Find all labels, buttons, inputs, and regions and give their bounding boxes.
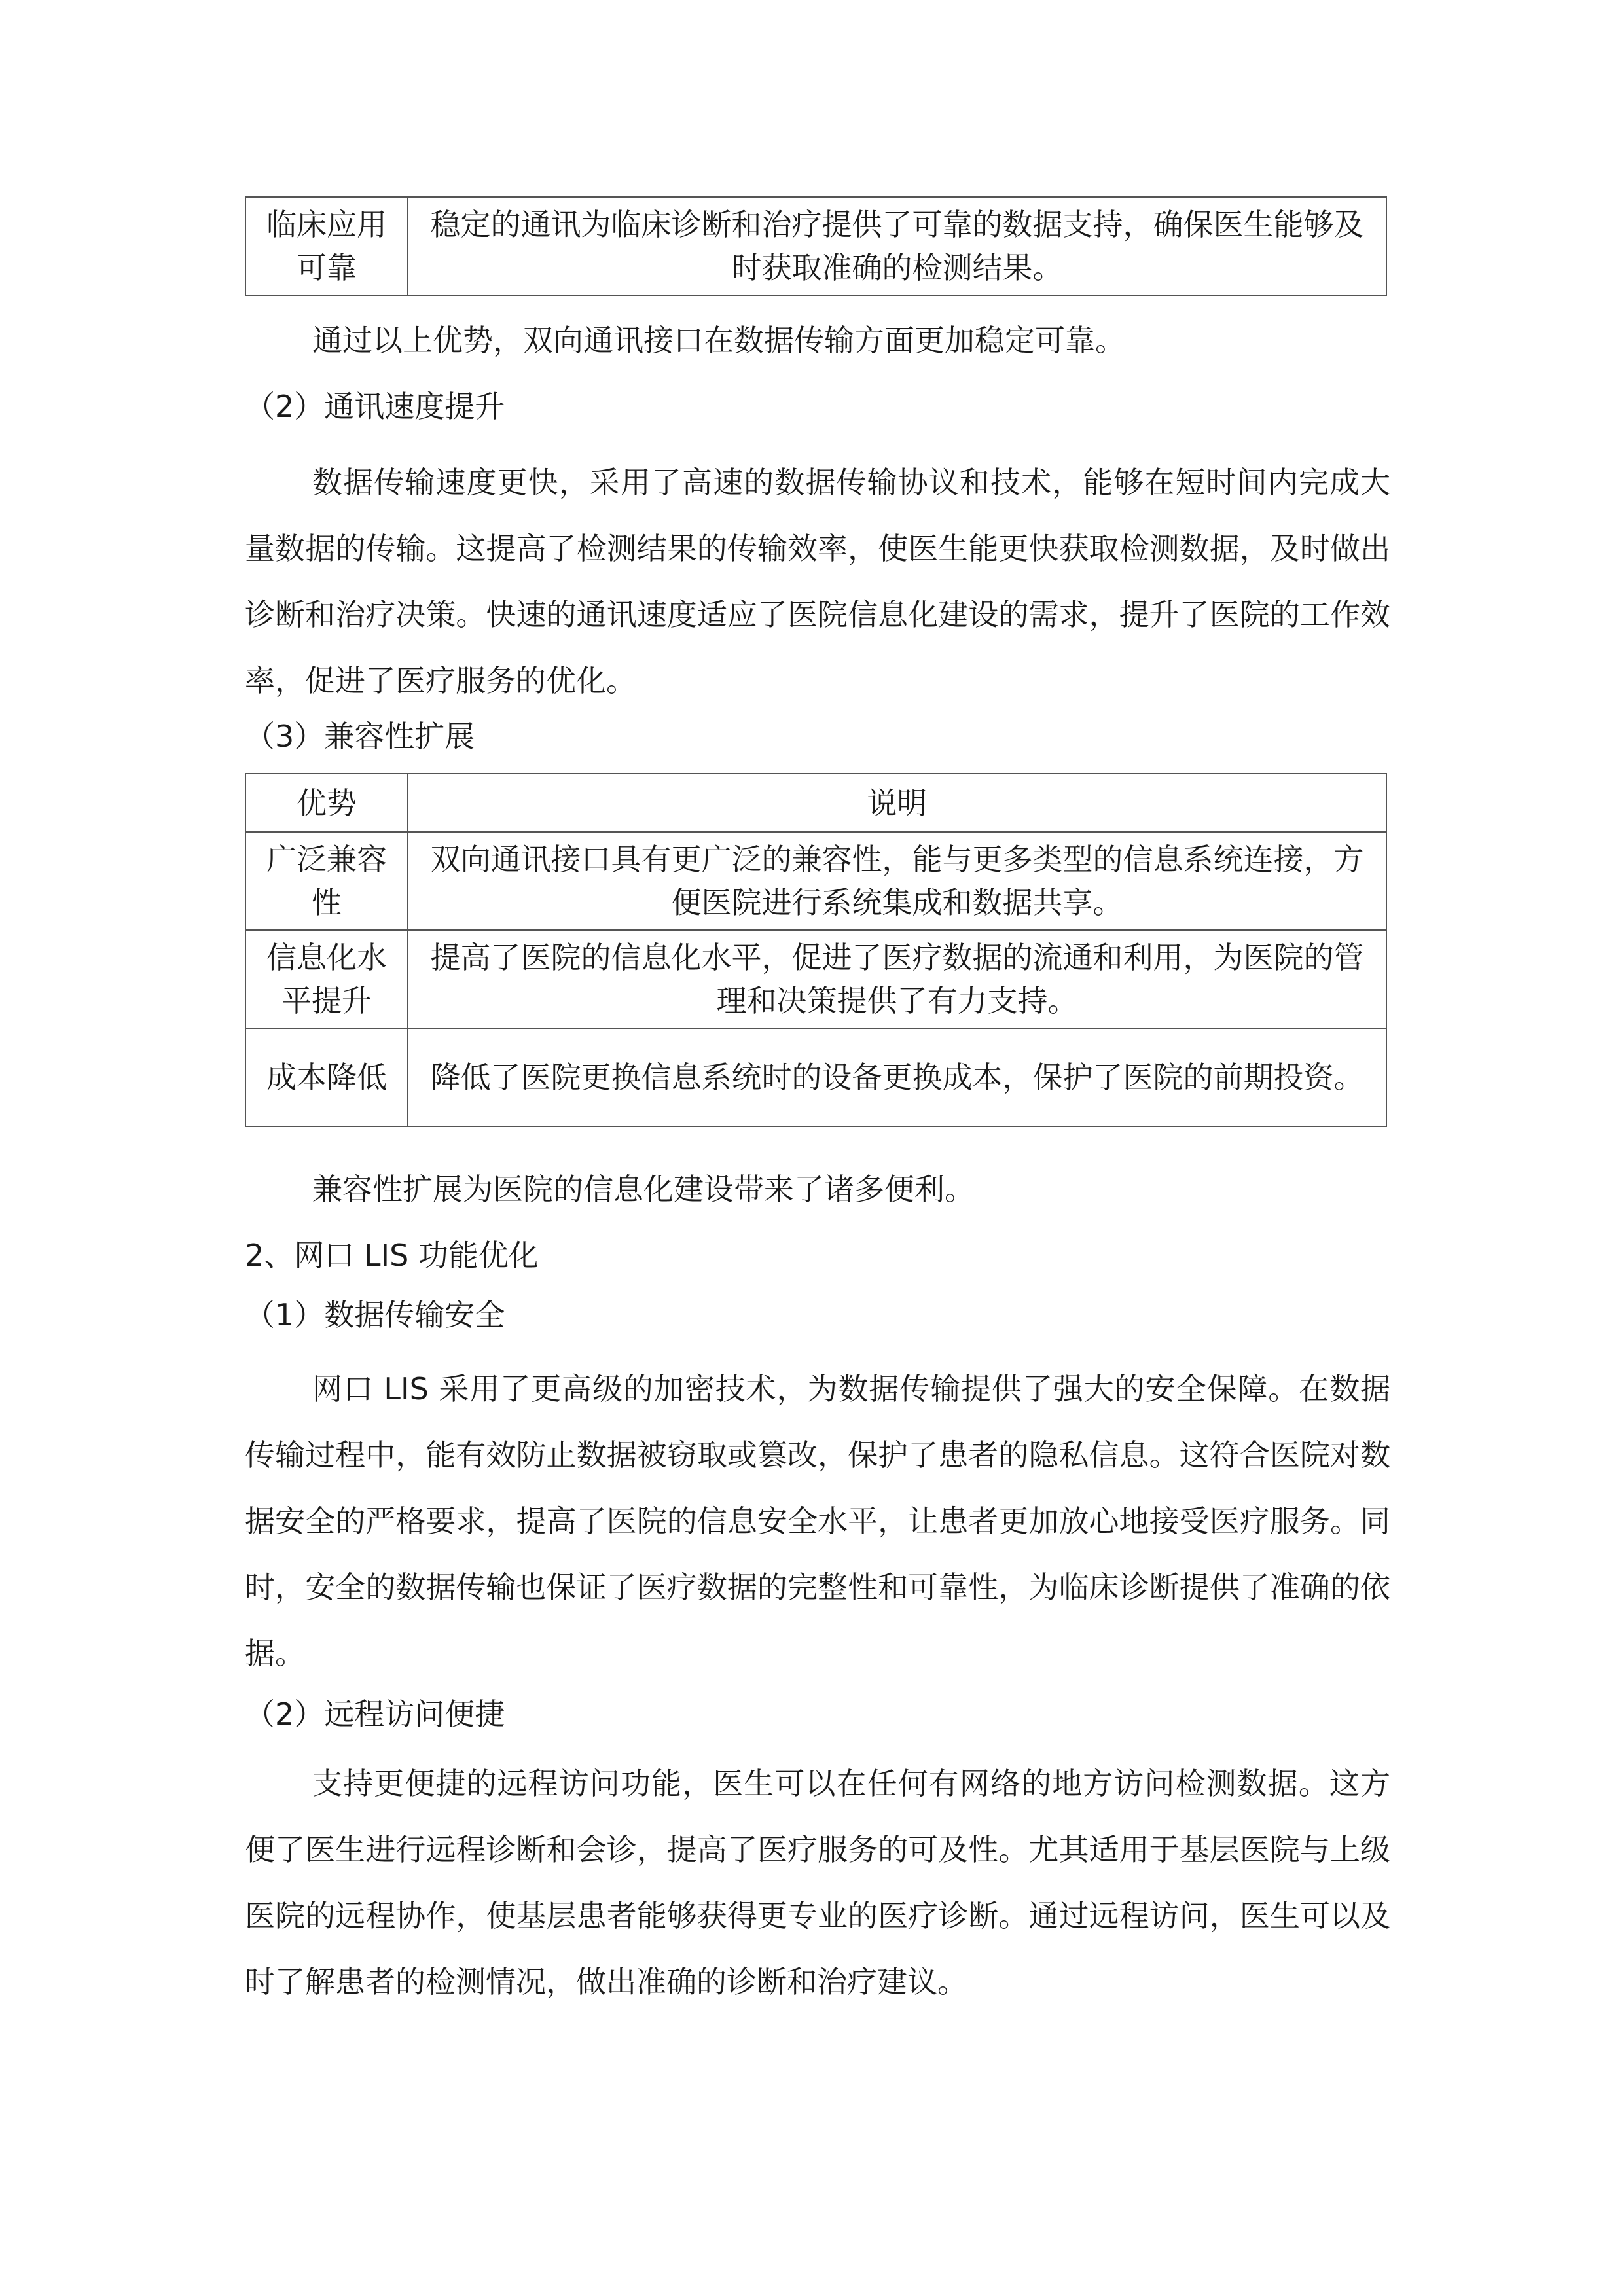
heading-compat: （3）兼容性扩展 xyxy=(245,719,475,754)
table-cell-text: 降低了医院更换信息系统时的设备更换成本，保护了医院的前期投资。 xyxy=(408,1028,1386,1126)
paragraph-summary-1: 通过以上优势，双向通讯接口在数据传输方面更加稳定可靠。 xyxy=(312,323,1125,358)
paragraph-summary-2: 兼容性扩展为医院的信息化建设带来了诸多便利。 xyxy=(312,1172,975,1207)
heading-security: （1）数据传输安全 xyxy=(245,1297,505,1333)
table-header-description: 说明 xyxy=(408,774,1386,832)
table-header-row xyxy=(245,774,1386,832)
table-cell-text: 稳定的通讯为临床诊断和治疗提供了可靠的数据支持，确保医生能够及时获取准确的检测结果。 xyxy=(408,197,1386,295)
table-row xyxy=(245,1028,1386,1126)
table-row xyxy=(245,197,1386,295)
reliability-table xyxy=(245,196,1387,296)
table-row xyxy=(245,930,1386,1028)
heading-remote: （2）远程访问便捷 xyxy=(245,1696,505,1732)
table-cell-label: 成本降低 xyxy=(245,1028,408,1126)
table-cell-label: 信息化水 平提升 xyxy=(245,930,408,1028)
heading-speed: （2）通讯速度提升 xyxy=(245,389,505,424)
table-row xyxy=(245,832,1386,930)
table-cell-label: 临床应用 可靠 xyxy=(245,197,408,295)
paragraph-security: 网口 LIS 采用了更高级的加密技术，为数据传输提供了强大的安全保障。在数据传输过程中，能有效防止数据被窃取或篡改，保护了患者的隐私信息。这符合医院对数据安全的严格要求，提高了医院的信息安全水平，让患者更加放心地接受医疗服务。同时，安全的数据传输也保证了医疗数据的完整性和可靠性，为临床诊断提供了准确的依据。 xyxy=(245,1371,1390,1671)
table-cell-text: 提高了医院的信息化水平，促进了医疗数据的流通和利用，为医院的管理和决策提供了有力支持。 xyxy=(408,930,1386,1028)
table-cell-text: 双向通讯接口具有更广泛的兼容性，能与更多类型的信息系统连接，方便医院进行系统集成和数据共享。 xyxy=(408,832,1386,930)
compatibility-table xyxy=(245,773,1387,1127)
paragraph-speed: 数据传输速度更快，采用了高速的数据传输协议和技术，能够在短时间内完成大量数据的传输。这提高了检测结果的传输效率，使医生能更快获取检测数据，及时做出诊断和治疗决策。快速的通讯速度适应了医院信息化建设的需求，提升了医院的工作效率，促进了医疗服务的优化。 xyxy=(245,465,1390,698)
paragraph-remote: 支持更便捷的远程访问功能，医生可以在任何有网络的地方访问检测数据。这方便了医生进行远程诊断和会诊，提高了医疗服务的可及性。尤其适用于基层医院与上级医院的远程协作，使基层患者能够获得更专业的医疗诊断。通过远程访问，医生可以及时了解患者的检测情况，做出准确的诊断和治疗建议。 xyxy=(245,1766,1390,2000)
heading-section-2: 2、网口 LIS 功能优化 xyxy=(245,1238,539,1273)
table-cell-label: 广泛兼容 性 xyxy=(245,832,408,930)
table-header-advantage: 优势 xyxy=(245,774,408,832)
